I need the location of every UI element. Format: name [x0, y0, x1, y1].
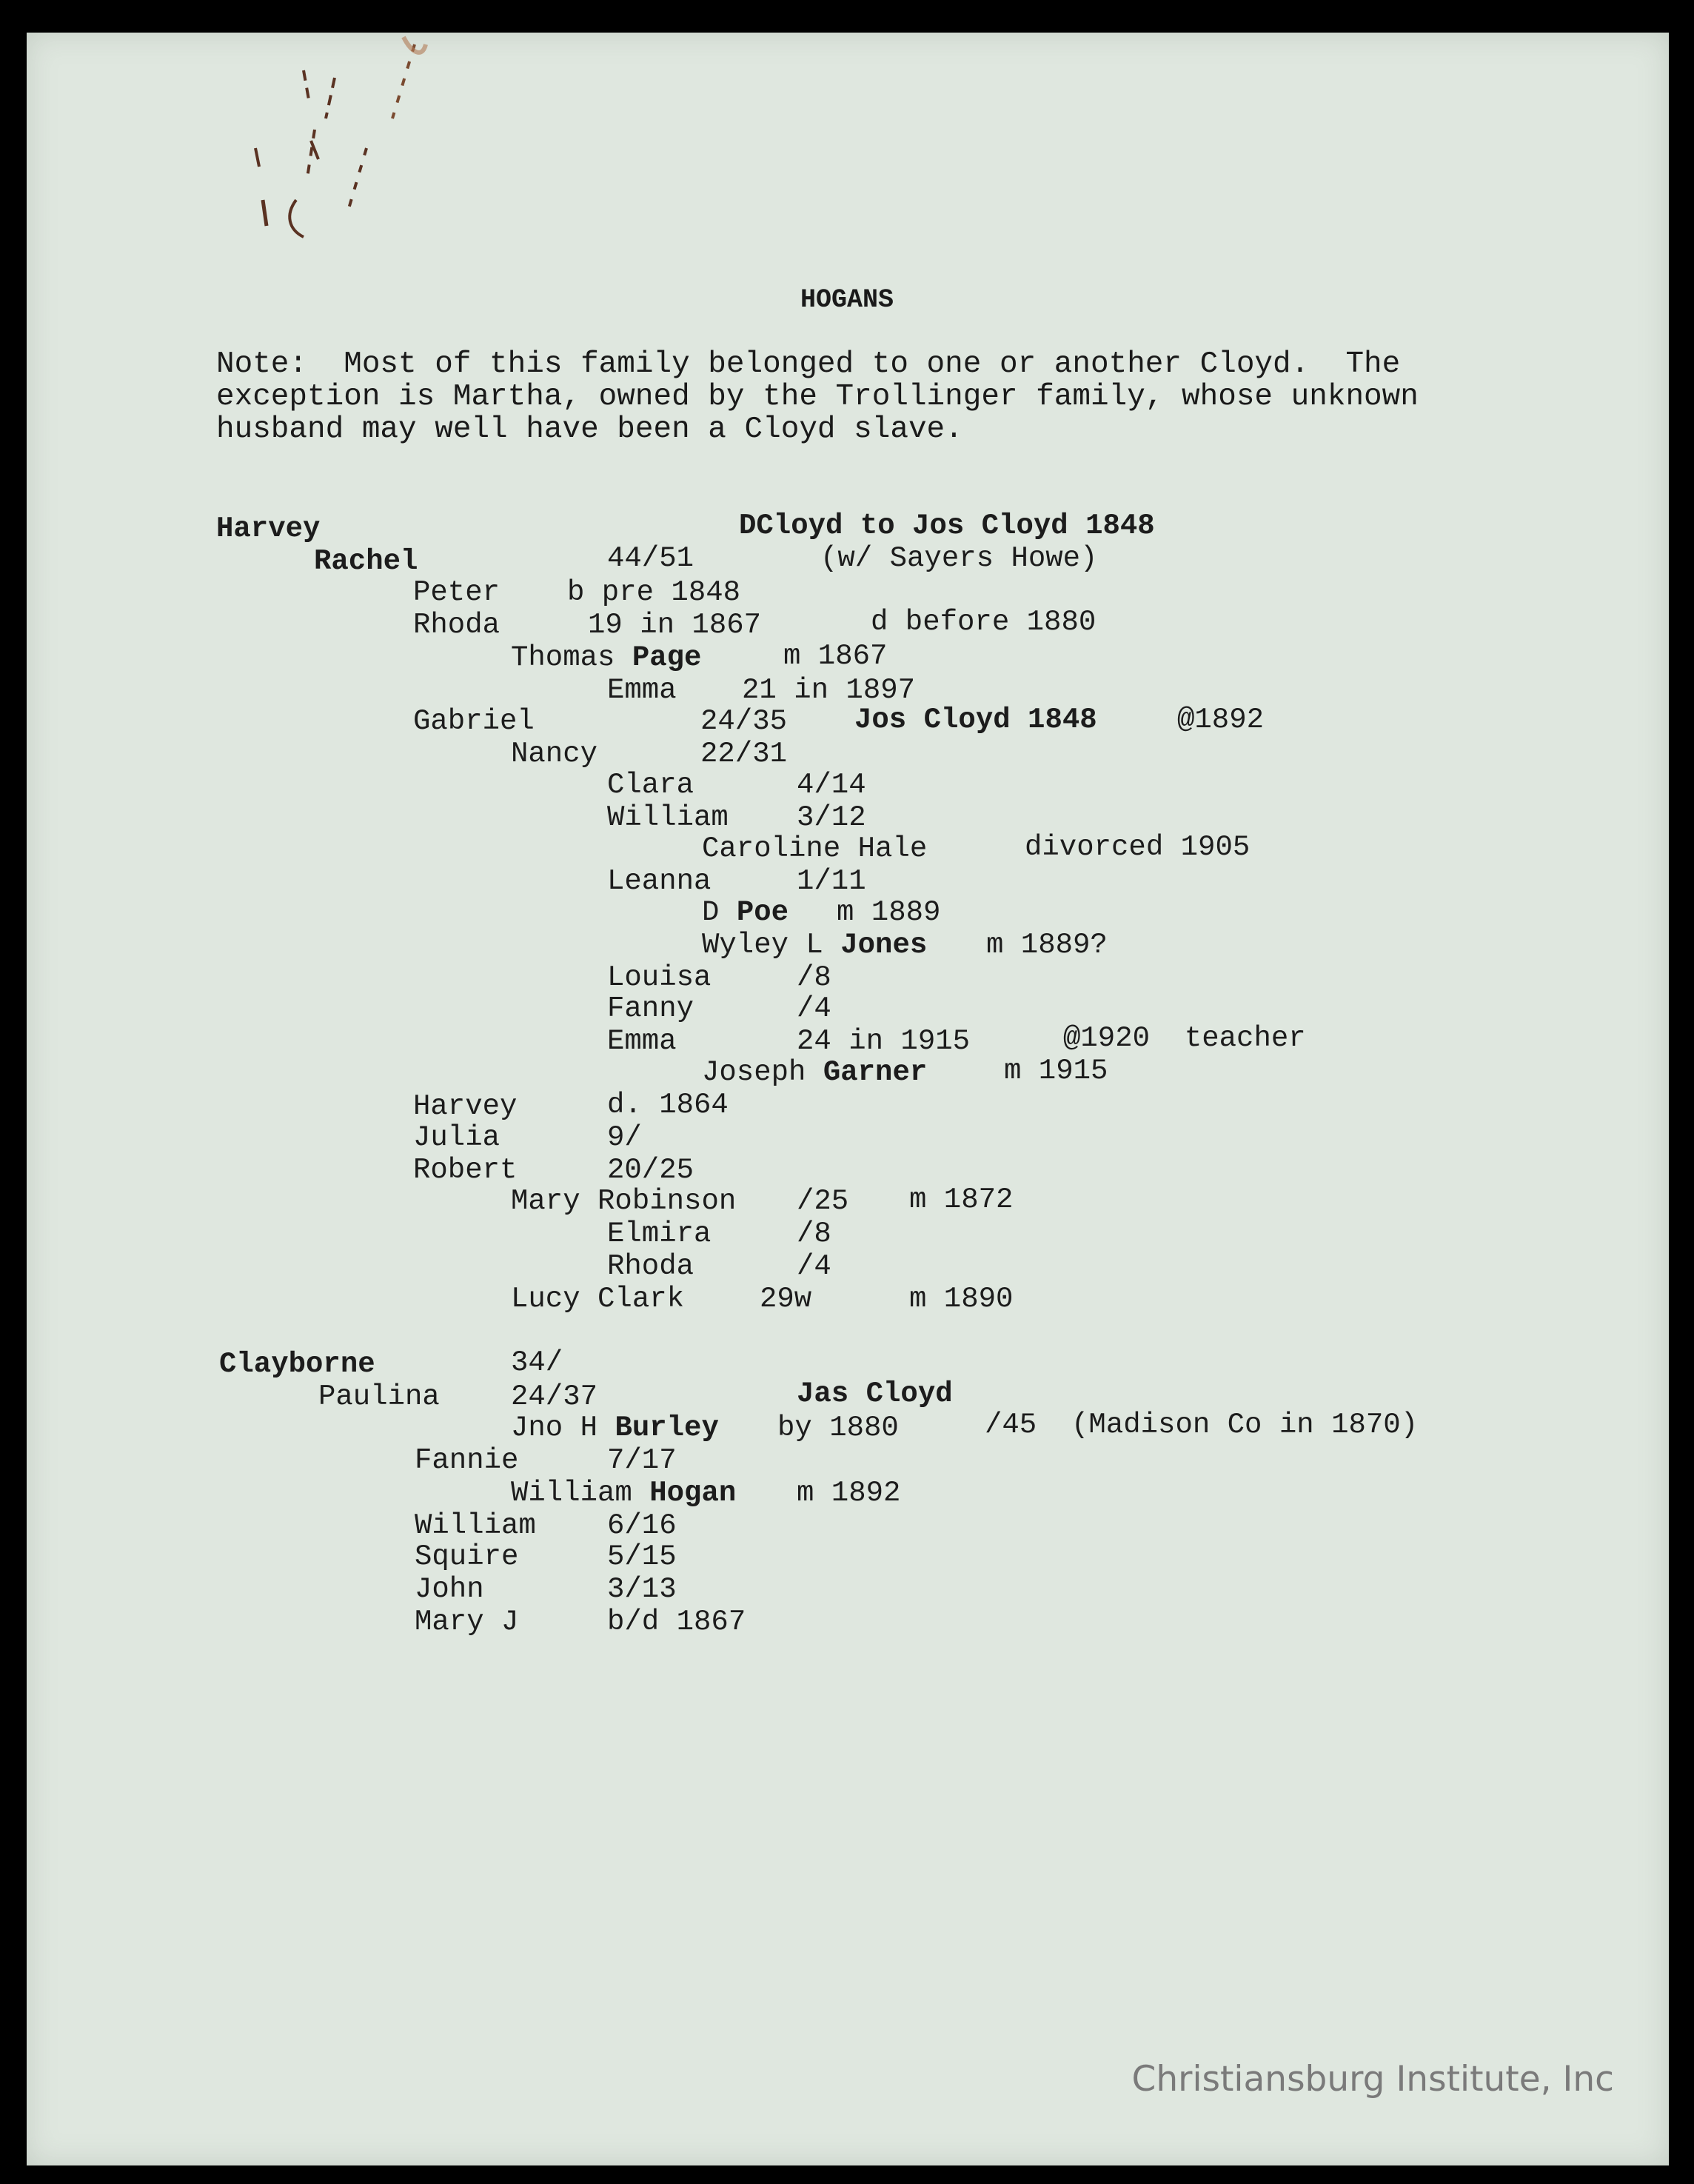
entry-jno-burley-note: /45 (Madison Co in 1870): [985, 1409, 1419, 1441]
entry-gabriel-owner: Jos Cloyd 1848: [854, 704, 1097, 736]
entry-paulina-age: 24/37: [511, 1380, 598, 1413]
entry-clayborne: Clayborne: [219, 1348, 375, 1380]
entry-wyley-jones-note: m 1889?: [986, 929, 1108, 961]
entry-wyley-jones: Wyley L Jones: [702, 929, 928, 961]
entry-rhoda: Rhoda: [413, 609, 500, 641]
entry-emma-teacher-detail: 24 in 1915: [797, 1025, 971, 1058]
entry-lucy-clark-age: 29w: [760, 1283, 812, 1315]
entry-john-age: 3/13: [607, 1573, 677, 1606]
entry-gabriel: Gabriel: [413, 705, 535, 738]
entry-paulina-owner: Jas Cloyd: [797, 1377, 953, 1410]
entry-harvey-2-detail: d. 1864: [607, 1089, 729, 1121]
ink-marks: [0, 0, 1694, 296]
entry-william: William: [607, 801, 729, 834]
entry-william-2: William: [415, 1509, 536, 1542]
entry-clayborne-age: 34/: [511, 1346, 563, 1379]
entry-robert-age: 20/25: [607, 1154, 694, 1186]
entry-harvey: Harvey: [216, 512, 321, 545]
entry-louisa-age: /8: [797, 961, 831, 994]
entry-d-poe: D Poe: [702, 896, 789, 929]
entry-fannie-age: 7/17: [607, 1444, 677, 1477]
entry-william-hogan: William Hogan: [511, 1477, 737, 1509]
entry-louisa: Louisa: [607, 961, 712, 994]
entry-clara: Clara: [607, 769, 694, 801]
entry-mary-robinson-age: /25: [797, 1185, 849, 1218]
entry-gabriel-age: 24/35: [700, 705, 788, 738]
entry-lucy-clark-note: m 1890: [909, 1283, 1014, 1315]
entry-peter-detail: b pre 1848: [567, 576, 741, 609]
entry-emma-teacher: Emma: [607, 1025, 677, 1058]
entry-gabriel-note: @1892: [1177, 704, 1265, 736]
entry-paulina: Paulina: [318, 1380, 440, 1413]
intro-note: Note: Most of this family belonged to one or another Cloyd. The exception is Martha, owned by the Trollinger family, whose unknown husband may well have been a Cloyd slave.: [216, 347, 1419, 447]
entry-william-age: 3/12: [797, 801, 866, 834]
entry-nancy: Nancy: [511, 738, 598, 770]
entry-jno-burley-detail: by 1880: [777, 1412, 899, 1444]
entry-caroline-hale-note: divorced 1905: [1025, 831, 1251, 864]
entry-d-poe-note: m 1889: [837, 896, 941, 929]
entry-rhoda-note: d before 1880: [871, 606, 1097, 638]
entry-jno-burley: Jno H Burley: [511, 1412, 719, 1444]
entry-harvey-2: Harvey: [413, 1090, 518, 1123]
entry-peter: Peter: [413, 576, 500, 609]
entry-mary-robinson: Mary Robinson: [511, 1185, 737, 1218]
entry-squire: Squire: [415, 1540, 519, 1573]
entry-joseph-garner: Joseph Garner: [702, 1056, 928, 1089]
entry-leanna: Leanna: [607, 865, 712, 898]
entry-robert: Robert: [413, 1154, 518, 1186]
entry-rachel-age: 44/51: [607, 542, 694, 575]
entry-mary-j: Mary J: [415, 1606, 519, 1638]
entry-rachel-note: (w/ Sayers Howe): [820, 542, 1098, 575]
entry-nancy-age: 22/31: [700, 738, 788, 770]
entry-harvey-owner: DCloyd to Jos Cloyd 1848: [739, 510, 1155, 542]
entry-julia: Julia: [413, 1121, 500, 1154]
document-title: HOGANS: [800, 285, 894, 315]
entry-emma-teacher-note: @1920 teacher: [1063, 1022, 1306, 1055]
entry-julia-age: 9/: [607, 1121, 642, 1154]
entry-fanny: Fanny: [607, 992, 694, 1025]
entry-thomas-page: Thomas Page: [511, 641, 702, 674]
entry-caroline-hale: Caroline Hale: [702, 832, 928, 865]
entry-william-hogan-note: m 1892: [797, 1477, 901, 1509]
entry-clara-age: 4/14: [797, 769, 866, 801]
entry-rhoda-2: Rhoda: [607, 1250, 694, 1283]
entry-elmira-age: /8: [797, 1218, 831, 1250]
entry-fanny-age: /4: [797, 992, 831, 1025]
entry-william-2-age: 6/16: [607, 1509, 677, 1542]
entry-mary-j-detail: b/d 1867: [607, 1606, 746, 1638]
entry-elmira: Elmira: [607, 1218, 712, 1250]
entry-squire-age: 5/15: [607, 1540, 677, 1573]
entry-fannie: Fannie: [415, 1444, 519, 1477]
entry-rachel: Rachel: [314, 545, 418, 578]
entry-emma: Emma: [607, 674, 677, 707]
entry-leanna-age: 1/11: [797, 865, 866, 898]
entry-rhoda-detail: 19 in 1867: [588, 609, 762, 641]
entry-emma-detail: 21 in 1897: [742, 674, 916, 707]
entry-rhoda-2-age: /4: [797, 1250, 831, 1283]
entry-thomas-page-note: m 1867: [783, 640, 888, 672]
entry-john: John: [415, 1573, 484, 1606]
entry-joseph-garner-note: m 1915: [1004, 1055, 1108, 1087]
entry-mary-robinson-note: m 1872: [909, 1183, 1014, 1216]
entry-lucy-clark: Lucy Clark: [511, 1283, 685, 1315]
watermark: Christiansburg Institute, Inc: [1131, 2059, 1614, 2100]
